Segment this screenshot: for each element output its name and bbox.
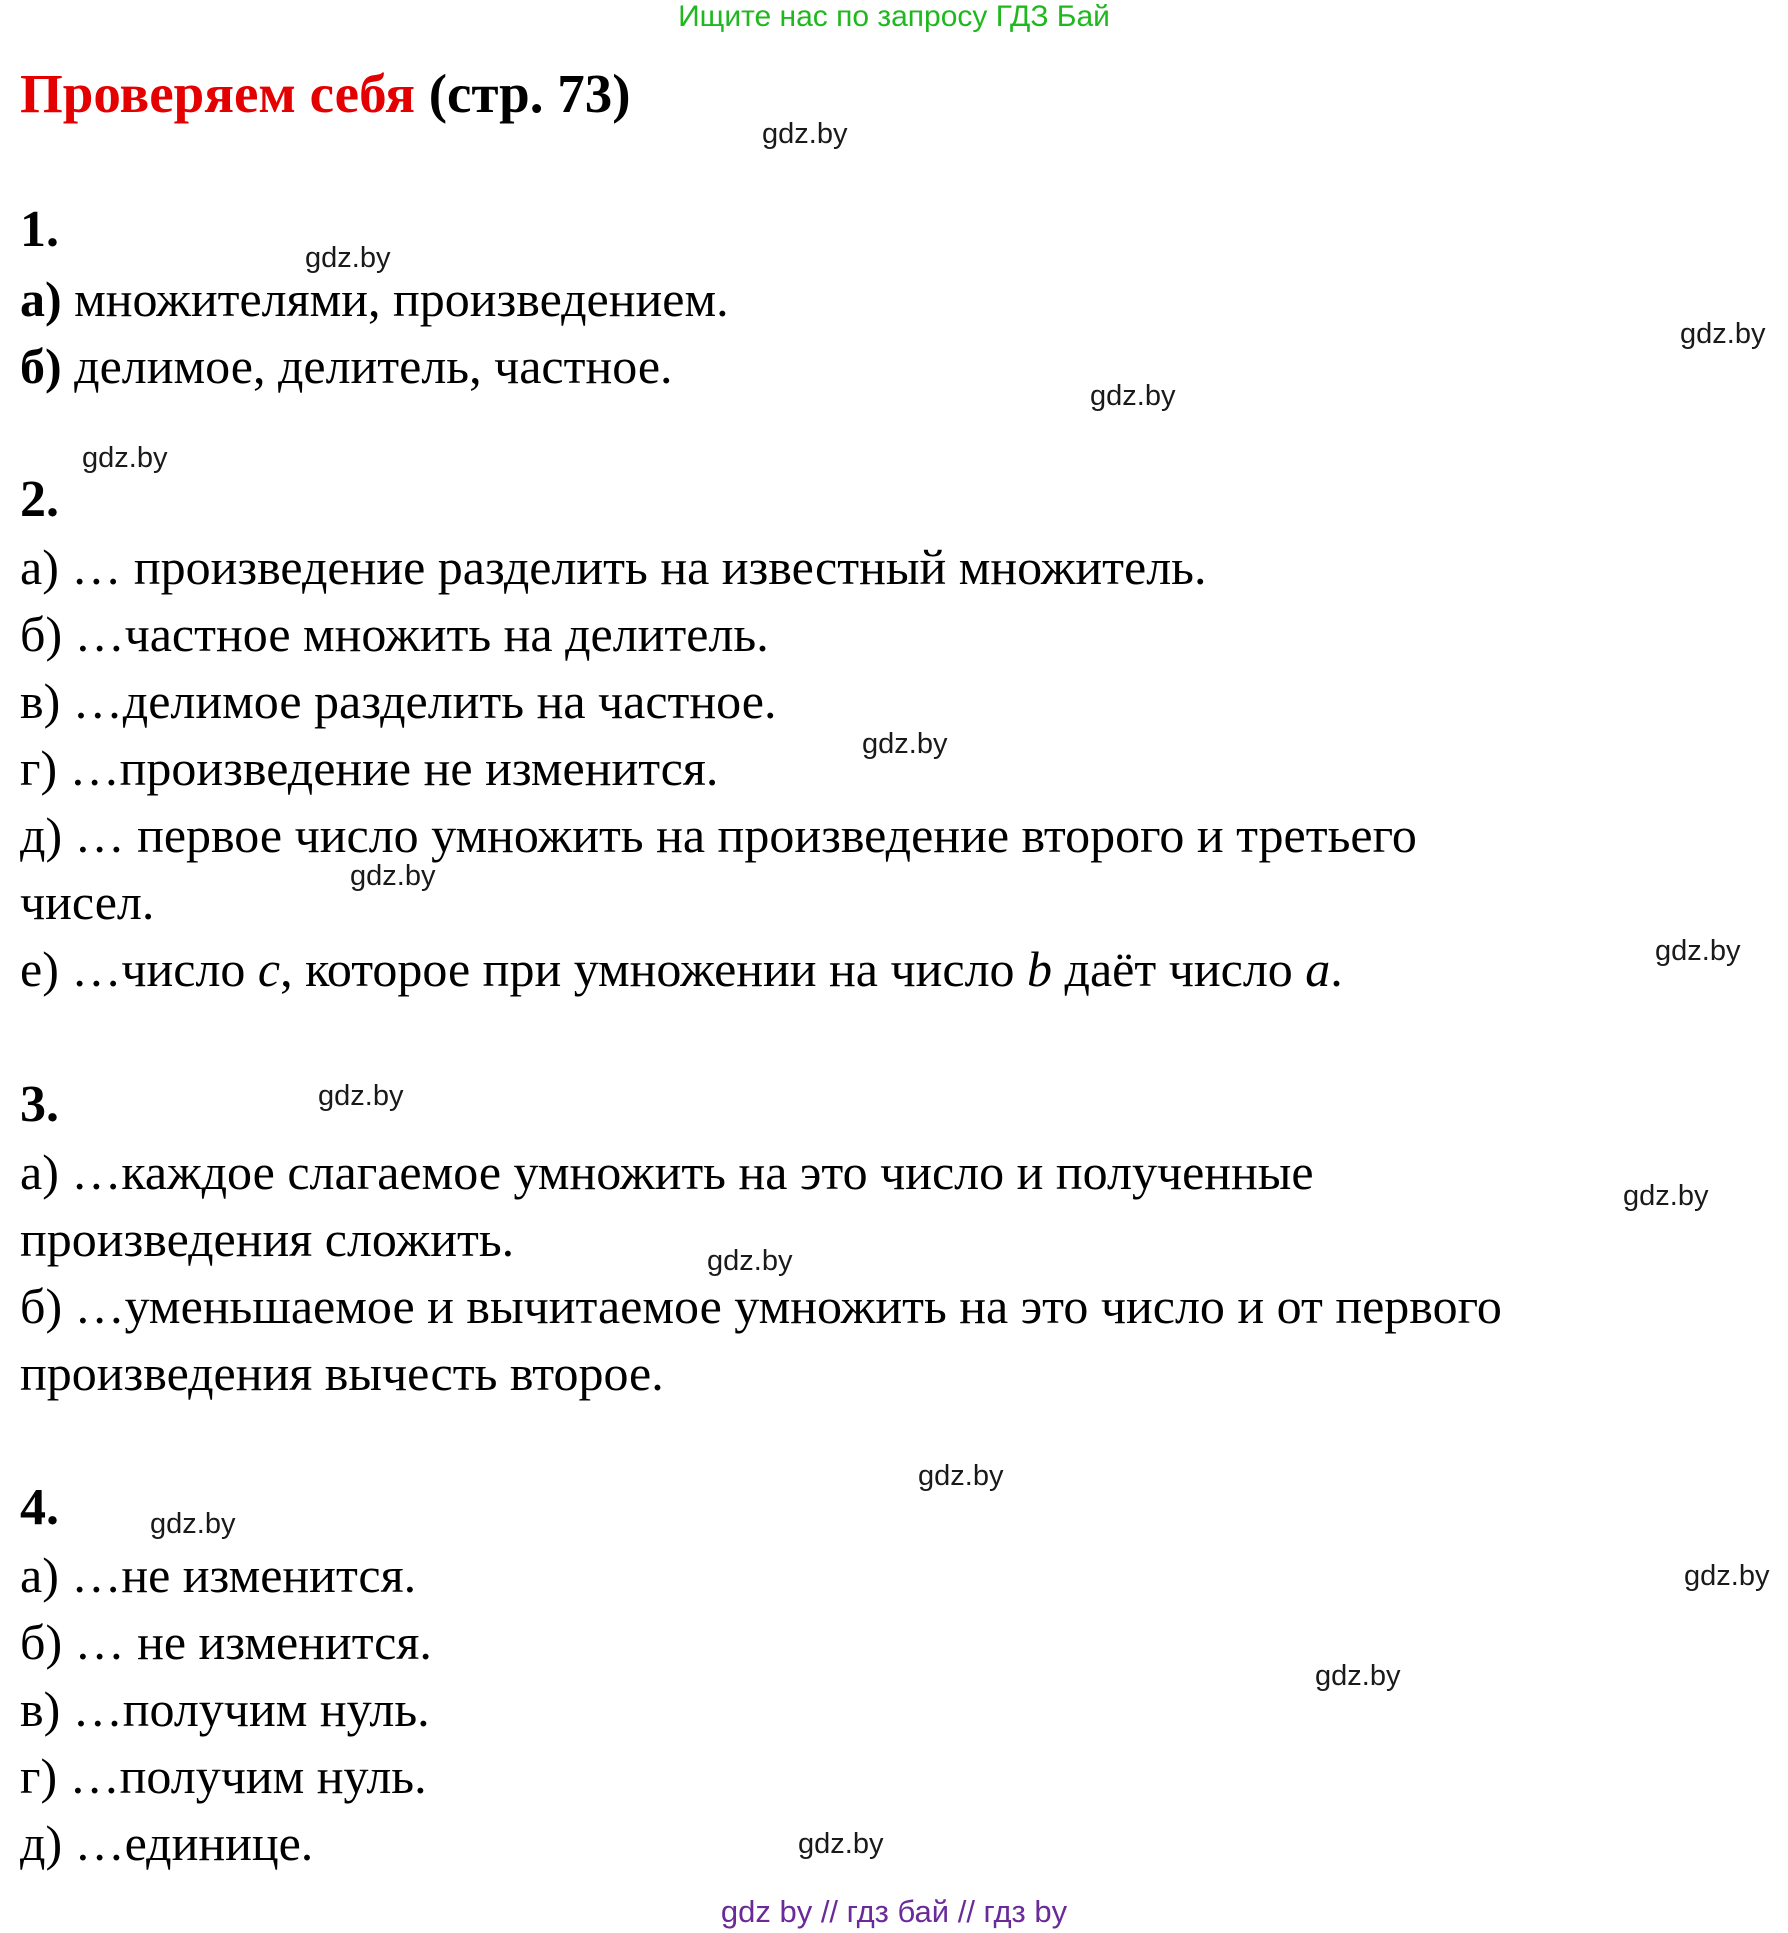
watermark: gdz.by xyxy=(1315,1660,1401,1692)
task-2-item-d: д) … первое число умножить на произведение второго и третьего xyxy=(20,807,1417,863)
watermark: gdz.by xyxy=(798,1828,884,1860)
watermark: gdz.by xyxy=(150,1508,236,1540)
item-label: а) xyxy=(20,271,62,327)
task-1-number: 1. xyxy=(20,201,59,258)
watermark: gdz.by xyxy=(1655,935,1741,967)
task-2-item-d-cont: чисел. xyxy=(20,874,155,930)
item-text: делимое, делитель, частное. xyxy=(61,338,673,394)
task-3-item-b: б) …уменьшаемое и вычитаемое умножить на это число и от первого xyxy=(20,1278,1502,1334)
item-text: множителями, произведением. xyxy=(61,271,729,327)
watermark: gdz.by xyxy=(1680,318,1766,350)
task-4-item-v: в) …получим нуль. xyxy=(20,1681,430,1737)
watermark: gdz.by xyxy=(762,118,848,150)
watermark: gdz.by xyxy=(305,242,391,274)
watermark: gdz.by xyxy=(862,728,948,760)
task-4-item-a: а) …не изменится. xyxy=(20,1547,417,1603)
task-4-item-d: д) …единице. xyxy=(20,1815,314,1871)
top-banner: Ищите нас по запросу ГДЗ Бай xyxy=(678,0,1110,33)
watermark: gdz.by xyxy=(82,442,168,474)
text-part: е) …число xyxy=(20,941,258,997)
task-2-item-a: а) … произведение разделить на известный множитель. xyxy=(20,539,1207,595)
task-1-item-b xyxy=(20,337,673,395)
text-part: даёт число xyxy=(1052,941,1306,997)
task-3-item-a-cont: произведения сложить. xyxy=(20,1211,515,1267)
task-2-item-b: б) …частное множить на делитель. xyxy=(20,606,769,662)
watermark: gdz.by xyxy=(318,1080,404,1112)
task-1-item-a xyxy=(20,270,729,328)
watermark: gdz.by xyxy=(1090,380,1176,412)
text-part: . xyxy=(1330,941,1343,997)
page-title xyxy=(20,62,631,125)
variable-a: a xyxy=(1305,941,1331,997)
task-2-item-e xyxy=(20,940,1343,998)
task-2-item-g: г) …произведение не изменится. xyxy=(20,740,719,796)
variable-b: b xyxy=(1027,941,1053,997)
title-page-ref: (стр. 73) xyxy=(414,63,631,124)
task-3-item-b-cont: произведения вычесть второе. xyxy=(20,1345,664,1401)
footer-links[interactable]: gdz by // гдз бай // гдз by xyxy=(720,1894,1068,1929)
watermark: gdz.by xyxy=(918,1460,1004,1492)
text-part: , которое при умножении на число xyxy=(280,941,1028,997)
watermark: gdz.by xyxy=(350,860,436,892)
task-4-item-g: г) …получим нуль. xyxy=(20,1748,427,1804)
task-3-item-a: а) …каждое слагаемое умножить на это число и полученные xyxy=(20,1144,1314,1200)
watermark: gdz.by xyxy=(707,1245,793,1277)
item-label: б) xyxy=(20,338,62,394)
variable-c: c xyxy=(257,941,281,997)
task-2-number: 2. xyxy=(20,471,59,528)
task-2-item-v: в) …делимое разделить на частное. xyxy=(20,673,777,729)
task-4-item-b: б) … не изменится. xyxy=(20,1614,432,1670)
watermark: gdz.by xyxy=(1684,1560,1770,1592)
task-4-number: 4. xyxy=(20,1479,59,1536)
title-red-part: Проверяем себя xyxy=(20,63,415,124)
watermark: gdz.by xyxy=(1623,1180,1709,1212)
task-3-number: 3. xyxy=(20,1076,59,1133)
